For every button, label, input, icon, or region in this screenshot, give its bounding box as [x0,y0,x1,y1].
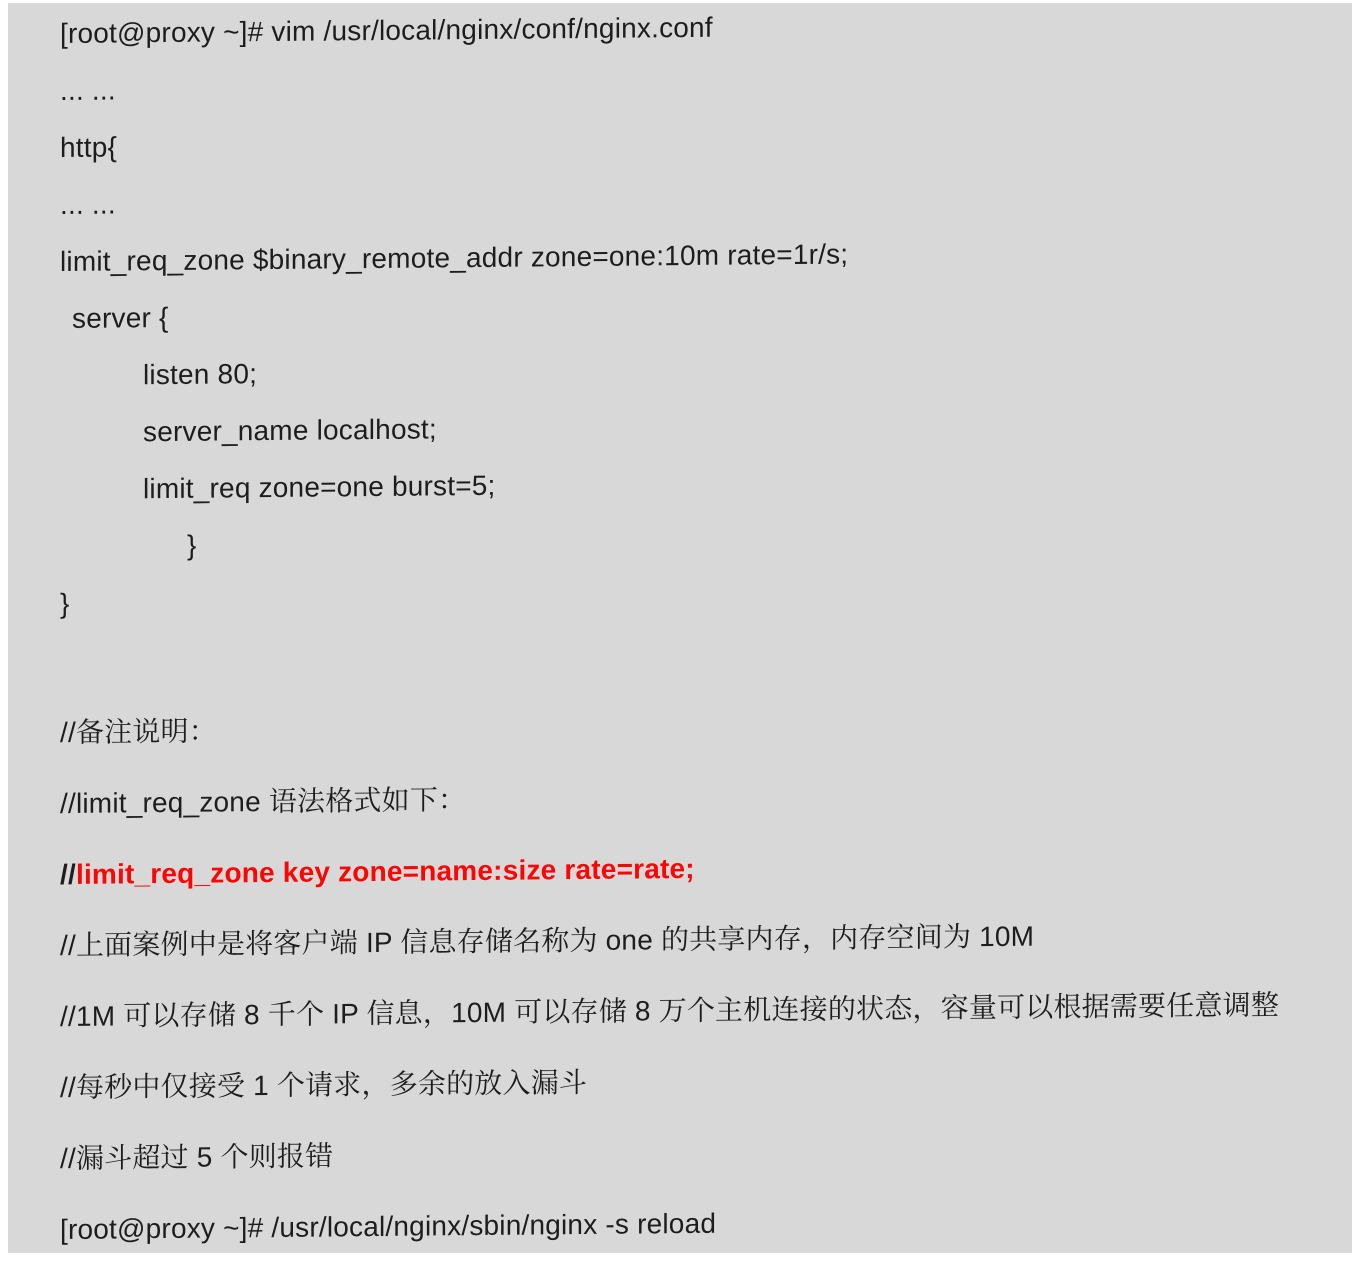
reload-command-line: [root@proxy ~]# /usr/local/nginx/sbin/nginx -s reload [60,1207,717,1245]
outer-close-brace: } [60,587,70,619]
vim-command-line: [root@proxy ~]# vim /usr/local/nginx/conf/nginx.conf [60,11,713,50]
http-open-line: http{ [60,131,118,163]
document-content [60,0,1352,1265]
server-name-line: server_name localhost; [143,413,437,448]
capacity-note-line: //1M 可以存储 8 千个 IP 信息，10M 可以存储 8 万个主机连接的状态，容量可以根据需要任意调整 [60,989,1280,1032]
limit-req-line: limit_req zone=one burst=5; [143,469,496,505]
annotation-block [60,685,1352,1265]
note-header-line: //备注说明： [60,715,217,748]
inner-close-brace: } [187,529,197,561]
server-open-line: server { [72,301,169,334]
syntax-highlight-line [60,827,1352,910]
shared-memory-note-line: //上面案例中是将客户端 IP 信息存储名称为 one 的共享内存，内存空间为 10M [60,920,1035,961]
syntax-intro-line: //limit_req_zone 语法格式如下： [60,784,467,819]
ellipsis-line: ... ... [60,188,116,220]
ellipsis-line: ... ... [60,74,116,106]
limit-req-zone-line: limit_req_zone $binary_remote_addr zone=one:10m rate=1r/s; [60,238,849,277]
burst-note-line: //漏斗超过 5 个则报错 [60,1140,334,1174]
document-page [8,3,1352,1253]
listen-line: listen 80; [143,358,258,391]
comment-slashes: // [60,858,76,890]
rate-note-line: //每秒中仅接受 1 个请求，多余的放入漏斗 [60,1066,588,1103]
syntax-red-text: limit_req_zone key zone=name:size rate=rate; [75,852,695,890]
nginx-config-block [60,0,1352,632]
